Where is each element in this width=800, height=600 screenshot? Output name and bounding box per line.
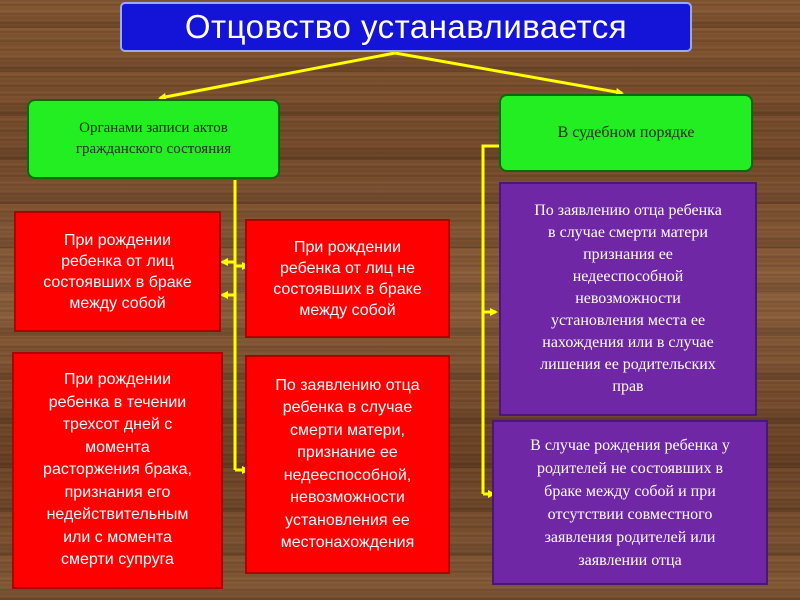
branch-judicial-label: В судебном порядке bbox=[557, 124, 695, 141]
branch-judicial bbox=[499, 94, 753, 172]
page-title bbox=[120, 2, 692, 52]
civil-item-300-days-text: При рождении ребенка в течении трехсот дней с момента расторжения брака, признания его недействительным или с момента смерти супруга bbox=[43, 371, 192, 569]
civil-item-married bbox=[14, 211, 221, 332]
judicial-item-father-application-text: По заявлению отца ребенка в случае смерти матери признания ее недееспособной невозможности установления места ее нахождения или в случае лишения ее родительских прав bbox=[534, 202, 722, 395]
civil-item-father-application-text: По заявлению отца ребенка в случае смерти матери, признание ее недееспособной, невозможности установления ее местонахождения bbox=[275, 376, 420, 551]
civil-item-married-text: При рождении ребенка от лиц состоявших в браке между собой bbox=[43, 231, 192, 312]
arrow-title-left bbox=[160, 53, 395, 98]
civil-item-300-days bbox=[12, 352, 223, 589]
title-text: Отцовство устанавливается bbox=[184, 8, 628, 45]
civil-item-father-application bbox=[245, 355, 450, 574]
judicial-item-unmarried-parents bbox=[492, 420, 768, 585]
civil-item-unmarried-text: При рождении ребенка от лиц не состоявших в браке между собой bbox=[273, 238, 422, 319]
judicial-item-unmarried-parents-text: В случае рождения ребенка у родителей не состоявших в браке между собой и при отсутствии совместного заявления родителей или заявлении отца bbox=[530, 436, 730, 569]
branch-civil-registry-label: Органами записи актов гражданского состояния bbox=[75, 120, 232, 157]
civil-item-unmarried bbox=[245, 219, 450, 338]
arrow-title-right bbox=[395, 53, 622, 93]
branch-civil-registry bbox=[27, 99, 280, 179]
judicial-item-father-application bbox=[499, 182, 757, 416]
